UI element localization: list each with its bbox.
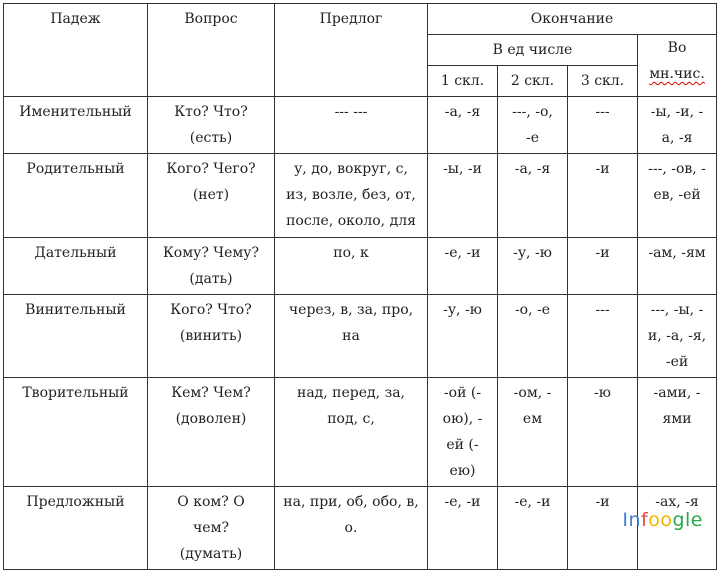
cell-line: -ы, -и, -: [650, 104, 704, 120]
cell-line: -е, -и: [444, 494, 481, 510]
cell-d1: [428, 378, 498, 487]
cell-line: после, около, для: [286, 213, 416, 229]
cell-line: -ой (-: [443, 385, 482, 401]
cell-line: -и: [595, 494, 610, 510]
cell-line: -и: [595, 245, 610, 261]
cell-line: -у, -ю: [443, 302, 482, 318]
cell-line: у, до, вокруг, с,: [294, 161, 408, 177]
cell-question: [148, 154, 275, 238]
cell-line: ою), -: [442, 411, 483, 427]
cell-line: --- ---: [334, 104, 368, 120]
header-plural: [638, 35, 717, 97]
cell-question: [148, 378, 275, 487]
case-name: Дательный: [34, 245, 117, 261]
cell-line: -е, -и: [444, 245, 481, 261]
cell-preposition: [275, 378, 428, 487]
cell-line: -о, -е: [514, 302, 551, 318]
cell-pl: [638, 238, 717, 295]
cell-line: по, к: [333, 245, 369, 261]
cell-line: Кем? Чем?: [171, 385, 251, 401]
table-row: [4, 154, 717, 238]
cell-line: ей (-: [446, 437, 479, 453]
cell-d2: [498, 97, 568, 154]
cell-line: -а, -я: [444, 104, 481, 120]
table-row: [4, 97, 717, 154]
case-name: Именительный: [19, 104, 132, 120]
cell-preposition: [275, 487, 428, 570]
header-preposition: Предлог: [275, 4, 428, 97]
cell-line: -и: [595, 161, 610, 177]
cell-d1: [428, 238, 498, 295]
cell-d3: [568, 295, 638, 378]
declension-table: [3, 3, 717, 570]
cell-line: Кого? Чего?: [166, 161, 256, 177]
header-decl1: 1 скл.: [428, 66, 498, 97]
cell-d1: [428, 295, 498, 378]
cell-preposition: [275, 97, 428, 154]
cell-d2: [498, 487, 568, 570]
cell-question: [148, 487, 275, 570]
header-decl3: 3 скл.: [568, 66, 638, 97]
cell-line: О ком? О: [177, 494, 245, 510]
cell-line: чем?: [193, 520, 229, 536]
cell-line: ---, -ы, -: [650, 302, 704, 318]
cell-line: -у, -ю: [513, 245, 552, 261]
cell-line: -ами, -: [653, 385, 701, 401]
cell-line: через, в, за, про,: [288, 302, 414, 318]
cell-d1: [428, 154, 498, 238]
cell-d3: [568, 97, 638, 154]
cell-line: -ах, -я: [655, 494, 699, 510]
cell-line: -а, -я: [514, 161, 551, 177]
cell-case: [4, 154, 148, 238]
cell-line: -ом, -: [513, 385, 552, 401]
watermark-part: f: [641, 509, 649, 531]
infoogle-watermark: [622, 509, 703, 531]
cell-line: Кто? Что?: [174, 104, 248, 120]
cell-line: на, при, об, обо, в,: [283, 494, 419, 510]
cell-line: ---: [595, 104, 610, 120]
cell-line: и, -а, -я,: [647, 328, 707, 344]
cell-line: ---: [595, 302, 610, 318]
cell-d1: [428, 487, 498, 570]
cell-question: [148, 295, 275, 378]
cell-line: над, перед, за,: [296, 385, 405, 401]
cell-line: ---, -о,: [512, 104, 553, 120]
table-row: [4, 295, 717, 378]
cell-line: (дать): [189, 271, 233, 287]
cell-case: [4, 378, 148, 487]
cell-line: Кому? Чему?: [162, 245, 260, 261]
cell-question: [148, 97, 275, 154]
watermark-part: oo: [648, 509, 673, 531]
cell-line: (доволен): [175, 411, 247, 427]
cell-line: из, возле, без, от,: [286, 187, 416, 203]
cell-line: (есть): [189, 130, 233, 146]
cell-line: -ы, -и: [443, 161, 482, 177]
cell-line: (думать): [179, 546, 243, 562]
cell-case: [4, 295, 148, 378]
cell-case: [4, 238, 148, 295]
header-question: Вопрос: [148, 4, 275, 97]
case-name: Предложный: [26, 494, 125, 510]
cell-line: -ей: [665, 354, 689, 370]
cell-line: ев, -ей: [653, 187, 701, 203]
cell-case: [4, 97, 148, 154]
cell-case: [4, 487, 148, 570]
cell-preposition: [275, 154, 428, 238]
cell-d3: [568, 238, 638, 295]
cell-line: под, с,: [327, 411, 375, 427]
cell-line: а, -я: [661, 130, 693, 146]
cell-line: (винить): [179, 328, 243, 344]
watermark-part: In: [622, 509, 642, 531]
cell-pl: [638, 97, 717, 154]
cell-d3: [568, 154, 638, 238]
header-plural-line1: Во: [667, 40, 687, 56]
header-ending: Окончание: [428, 4, 717, 35]
cell-pl: [638, 154, 717, 238]
watermark-part: gle: [672, 509, 703, 531]
case-name: Творительный: [22, 385, 129, 401]
cell-line: (нет): [192, 187, 230, 203]
header-singular: В ед числе: [428, 35, 638, 66]
cell-line: -е, -и: [514, 494, 551, 510]
table-row: [4, 487, 717, 570]
case-name: Винительный: [25, 302, 126, 318]
cell-pl: [638, 295, 717, 378]
cell-pl: [638, 378, 717, 487]
case-name: Родительный: [26, 161, 125, 177]
cell-d2: [498, 378, 568, 487]
cell-question: [148, 238, 275, 295]
cell-d2: [498, 154, 568, 238]
table-row: [4, 378, 717, 487]
cell-line: на: [342, 328, 360, 344]
cell-line: ем: [522, 411, 543, 427]
table-body: [4, 97, 717, 570]
cell-d1: [428, 97, 498, 154]
cell-line: -ам, -ям: [648, 245, 706, 261]
cell-line: ---, -ов, -: [648, 161, 706, 177]
cell-line: ями: [662, 411, 692, 427]
header-decl2: 2 скл.: [498, 66, 568, 97]
cell-line: Кого? Что?: [170, 302, 252, 318]
cell-line: -ю: [594, 385, 611, 401]
cell-d2: [498, 238, 568, 295]
cell-line: -е: [525, 130, 539, 146]
cell-preposition: [275, 238, 428, 295]
header-case: Падеж: [4, 4, 148, 97]
cell-d3: [568, 378, 638, 487]
header-plural-line2: мн.чис.: [649, 66, 705, 82]
cell-line: о.: [344, 520, 358, 536]
cell-d2: [498, 295, 568, 378]
table-row: [4, 238, 717, 295]
cell-line: ею): [449, 463, 476, 479]
cell-preposition: [275, 295, 428, 378]
